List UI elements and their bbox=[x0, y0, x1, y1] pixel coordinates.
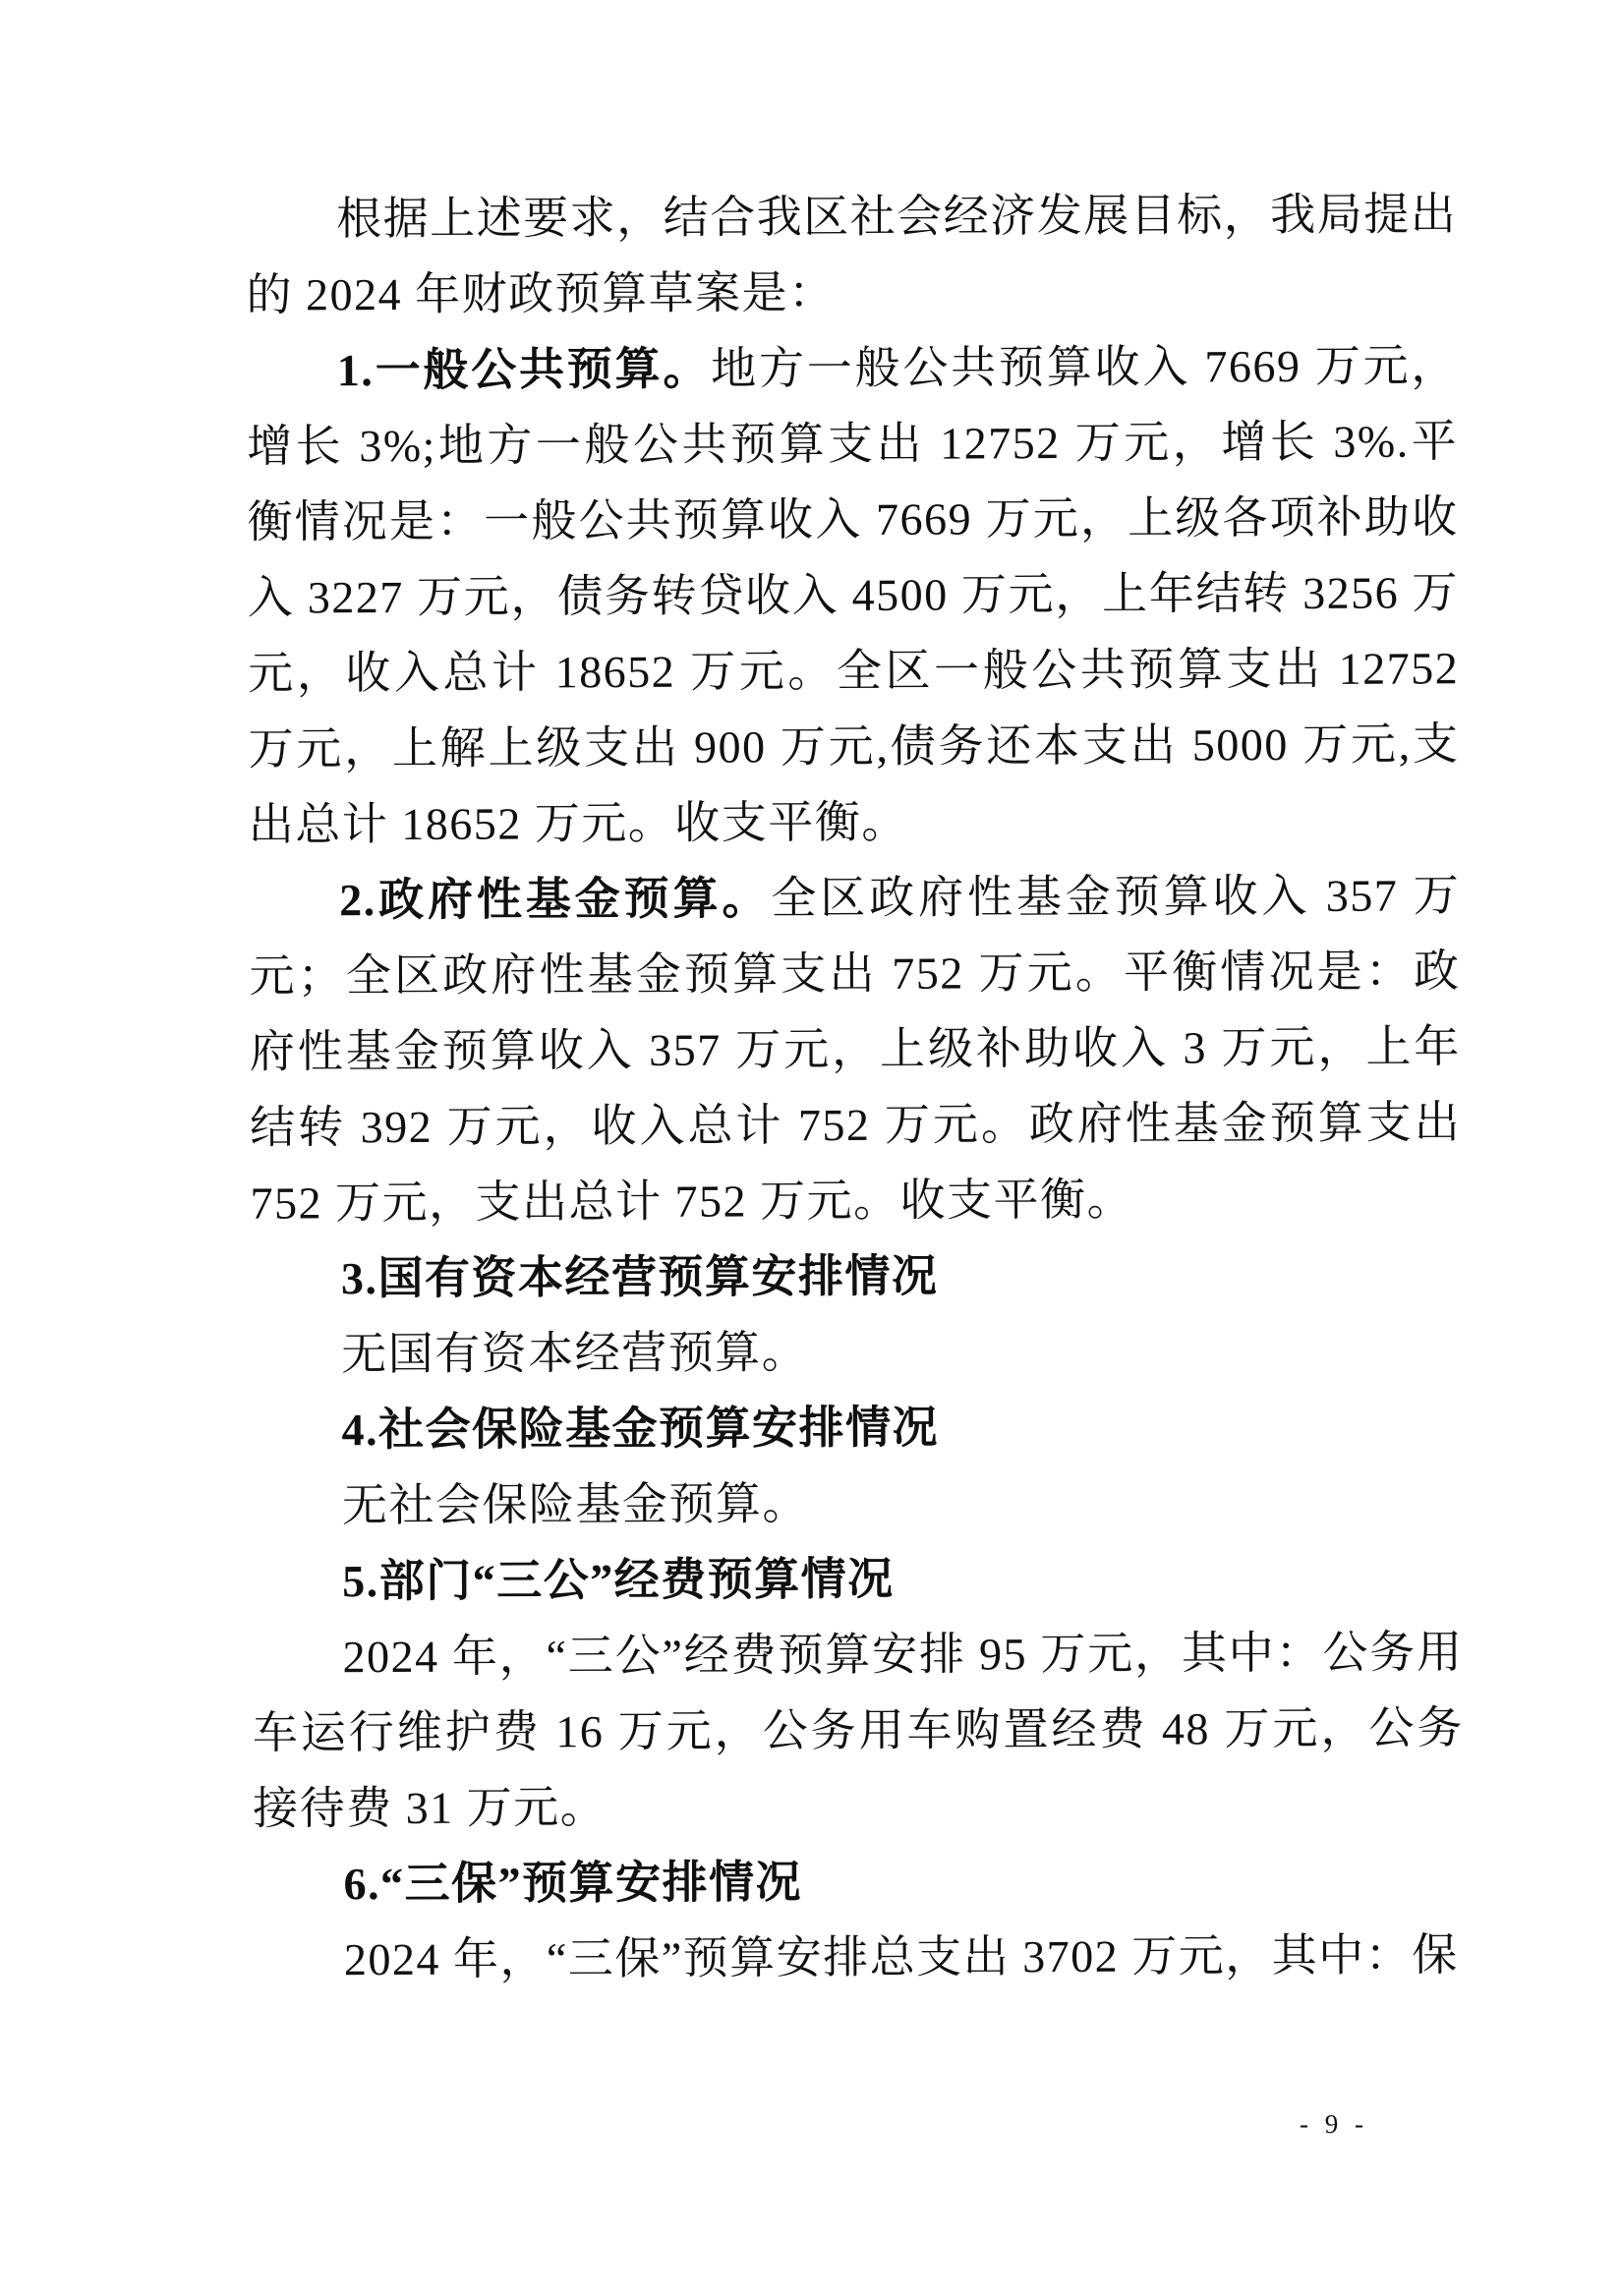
document-body bbox=[246, 176, 1465, 1997]
paragraph-text: 4.社会保险基金预算安排情况 bbox=[341, 1402, 940, 1456]
paragraph-text: 全区政府性基金预算收入 357 万元；全区政府性基金预算支出 752 万元。平衡情况是：政府性基金预算收入 357 万元，上级补助收入 3 万元，上年结转 392 万元，收入总计 752 万元。政府性基金预算支出 752 万元，支出总计 752 万元。收支平衡。 bbox=[249, 870, 1462, 1229]
section-heading bbox=[251, 1235, 1462, 1316]
paragraph-text: 2024 年，“三保”预算安排总支出 3702 万元，其中：保 bbox=[343, 1929, 1459, 1985]
paragraph-text: 根据上述要求，结合我区社会经济发展目标，我局提出的 2024 年财政预算草案是： bbox=[246, 189, 1458, 320]
paragraph-text: 6.“三保”预算安排情况 bbox=[343, 1857, 803, 1910]
paragraph-text: 无国有资本经营预算。 bbox=[341, 1327, 809, 1380]
paragraph-text: 3.国有资本经营预算安排情况 bbox=[340, 1250, 939, 1304]
paragraph bbox=[251, 1311, 1462, 1392]
paragraph-lead: 2.政府性基金预算。 bbox=[339, 873, 772, 926]
page-number: - 9 - bbox=[1300, 2109, 1368, 2139]
section-heading bbox=[252, 1538, 1463, 1619]
section-heading bbox=[253, 1841, 1464, 1922]
paragraph-text: 地方一般公共预算收入 7669 万元，增长 3%;地方一般公共预算支出 12752 万元，增长 3%.平衡情况是：一般公共预算收入 7669 万元，上级各项补助收入 3227 万元，债务转贷收入 4500 万元，上年结转 3256 万元，收入总计 18652 万元。全区一般公共预算支出 12752 万元，上解上级支出 900 万元,债务还本支出 5000 万元,支出总计 18652 万元。收支平衡。 bbox=[247, 340, 1460, 850]
paragraph bbox=[254, 1917, 1465, 1997]
paragraph-text: 2024 年，“三公”经费预算安排 95 万元，其中：公务用车运行维护费 16 万元，公务用车购置经费 48 万元，公务接待费 31 万元。 bbox=[252, 1627, 1464, 1834]
paragraph-lead: 1.一般公共预算。 bbox=[336, 343, 712, 396]
paragraph bbox=[249, 857, 1462, 1240]
section-heading bbox=[251, 1387, 1462, 1467]
paragraph bbox=[246, 176, 1458, 332]
paragraph bbox=[247, 327, 1460, 862]
paragraph bbox=[252, 1614, 1464, 1846]
paragraph-text: 无社会保险基金预算。 bbox=[341, 1478, 809, 1531]
paragraph bbox=[252, 1463, 1463, 1543]
paragraph-text: 5.部门“三公”经费预算情况 bbox=[342, 1553, 895, 1607]
